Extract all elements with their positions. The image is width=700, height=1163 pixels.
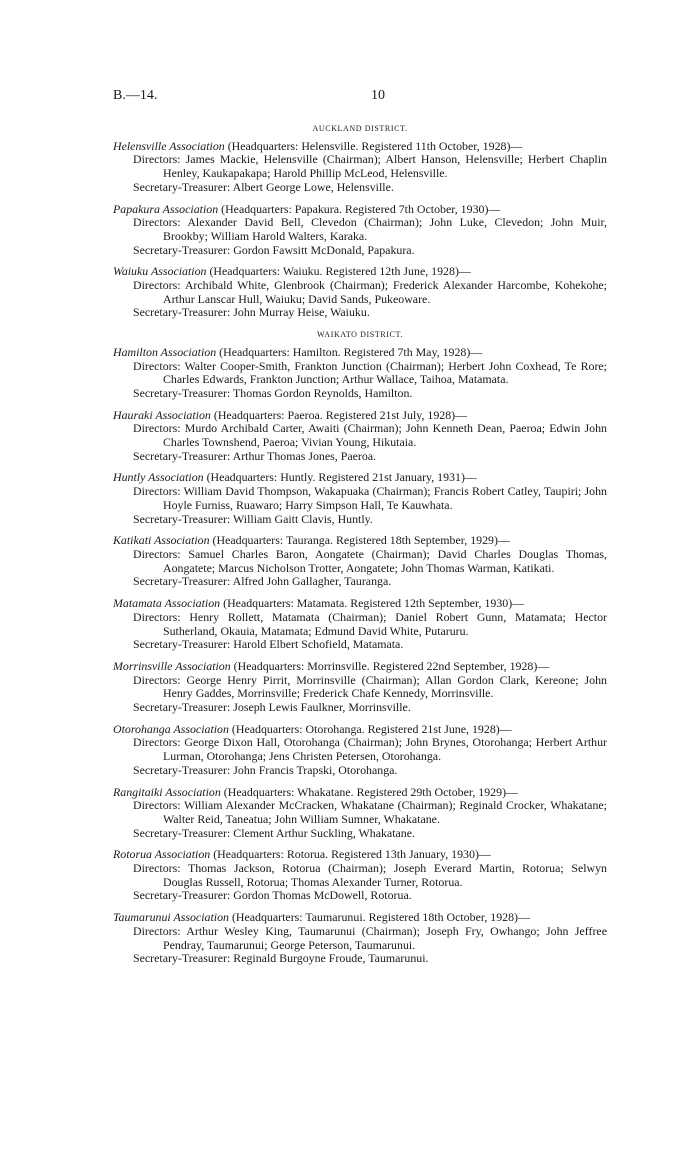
secretary-treasurer: Secretary-Treasurer: Albert George Lowe, Helensville.: [133, 179, 394, 194]
association-entry: [113, 265, 607, 320]
association-name: Rangitaiki Association: [113, 784, 221, 799]
association-entry: [113, 346, 607, 401]
association-details: (Headquarters: Otorohanga. Registered 21st June, 1928)—: [228, 721, 512, 736]
association-name: Taumarunui Association: [113, 910, 229, 925]
district-heading: WAIKATO DISTRICT.: [317, 330, 403, 340]
association-details: (Headquarters: Papakura. Registered 7th October, 1930)—: [218, 201, 501, 216]
association-details: (Headquarters: Tauranga. Registered 18th September, 1929)—: [209, 533, 510, 548]
directors-list: Directors: Archibald White, Glenbrook (Chairman); Frederick Alexander Harcombe, Kohekohe; Arthur Lanscar Hull, Waiuku; David Sands, Pukeoware.: [133, 278, 607, 306]
directors-list: Directors: George Dixon Hall, Otorohanga (Chairman); John Brynes, Otorohanga; Herbert Arthur Lurman, Otorohanga; Jens Christen Petersen, Otorohanga.: [133, 735, 607, 764]
association-entry: [113, 534, 607, 589]
directors-list: Directors: James Mackie, Helensville (Chairman); Albert Hanson, Helensville; Herbert Chaplin Henley, Kaukapakapa; Harold Phillip McLeod, Helensville.: [133, 152, 607, 181]
association-details: (Headquarters: Rotorua. Registered 13th January, 1930)—: [210, 847, 491, 862]
directors-list: Directors: Samuel Charles Baron, Aongatete (Chairman); David Charles Douglas Thomas, Aongatete; Marcus Nicholson Trotter, Aongatete; John Thomas Warman, Katikati.: [133, 546, 607, 575]
association-name: Hauraki Association: [113, 407, 211, 422]
association-entry: [113, 660, 607, 715]
association-heading: [113, 471, 607, 485]
secretary-treasurer: Secretary-Treasurer: John Murray Heise, Waiuku.: [133, 305, 370, 320]
association-heading: [113, 723, 607, 737]
association-heading: [113, 409, 607, 423]
district-heading: AUCKLAND DISTRICT.: [312, 124, 408, 133]
association-heading: [113, 140, 607, 154]
secretary-treasurer: Secretary-Treasurer: Clement Arthur Suckling, Whakatane.: [133, 825, 415, 840]
association-details: (Headquarters: Huntly. Registered 21st January, 1931)—: [203, 470, 477, 485]
secretary-treasurer: Secretary-Treasurer: Arthur Thomas Jones, Paeroa.: [133, 448, 377, 463]
association-name: Papakura Association: [113, 201, 219, 216]
association-name: Otorohanga Association: [113, 721, 229, 736]
association-entry: [113, 597, 607, 652]
secretary-treasurer: Secretary-Treasurer: Gordon Thomas McDowell, Rotorua.: [133, 888, 412, 903]
directors-list: Directors: William Alexander McCracken, Whakatane (Chairman); Reginald Crocker, Whakatane; Walter Reid, Taneatua; John William Sumner, Whakatane.: [133, 798, 607, 826]
secretary-treasurer: Secretary-Treasurer: William Gaitt Clavis, Huntly.: [133, 511, 373, 526]
association-heading: [113, 597, 607, 611]
association-entry: [113, 786, 607, 841]
document-reference: B.—14.: [113, 88, 158, 103]
association-entry: [113, 471, 607, 526]
directors-list: Directors: Murdo Archibald Carter, Awaiti (Chairman); John Kenneth Dean, Paeroa; Edwin John Charles Townshend, Paeroa; Vivian Young, Hikutaia.: [133, 421, 607, 450]
association-entry: [113, 911, 607, 966]
association-heading: [113, 534, 607, 548]
directors-list: Directors: Walter Cooper-Smith, Frankton Junction (Chairman); Herbert John Coxhead, Te Rore; Charles Edwards, Frankton Junction; Arthur Wallace, Taihoa, Matamata.: [133, 358, 607, 387]
association-details: (Headquarters: Taumarunui. Registered 18th October, 1928)—: [228, 910, 530, 925]
secretary-treasurer: Secretary-Treasurer: Reginald Burgoyne Froude, Taumarunui.: [133, 951, 429, 966]
directors-list: Directors: Henry Rollett, Matamata (Chairman); Daniel Robert Gunn, Matamata; Hector Sutherland, Okauia, Matamata; Edmund David White, Putaruru.: [133, 609, 607, 638]
association-details: (Headquarters: Morrinsville. Registered 22nd September, 1928)—: [230, 658, 550, 673]
secretary-treasurer: Secretary-Treasurer: Joseph Lewis Faulkner, Morrinsville.: [133, 700, 411, 715]
association-heading: [113, 660, 607, 674]
association-entry: [113, 723, 607, 778]
secretary-treasurer: Secretary-Treasurer: Thomas Gordon Reynolds, Hamilton.: [133, 385, 413, 400]
secretary-treasurer: Secretary-Treasurer: Gordon Fawsitt McDonald, Papakura.: [133, 242, 415, 257]
directors-list: Directors: Arthur Wesley King, Taumarunui (Chairman); Joseph Fry, Owhango; John Jeffree Pendray, Taumarunui; George Peterson, Taumarunui.: [133, 923, 607, 952]
page-header: [113, 88, 593, 108]
directors-list: Directors: Thomas Jackson, Rotorua (Chairman); Joseph Everard Martin, Rotorua; Selwyn Douglas Russell, Rotorua; Thomas Alexander Turner, Rotorua.: [133, 861, 607, 889]
association-details: (Headquarters: Hamilton. Registered 7th May, 1928)—: [216, 344, 483, 359]
page-number: 10: [371, 88, 385, 103]
association-entry: [113, 848, 607, 903]
association-entry: [113, 140, 607, 195]
association-name: Rotorua Association: [113, 847, 211, 862]
association-heading: [113, 786, 607, 800]
association-name: Huntly Association: [113, 470, 204, 485]
secretary-treasurer: Secretary-Treasurer: Harold Elbert Schofield, Matamata.: [133, 637, 404, 652]
association-heading: [113, 203, 607, 217]
association-name: Hamilton Association: [113, 344, 217, 359]
directors-list: Directors: Alexander David Bell, Clevedon (Chairman); John Luke, Clevedon; John Muir, Brookby; William Harold Walters, Karaka.: [133, 215, 607, 243]
association-details: (Headquarters: Waiuku. Registered 12th June, 1928)—: [206, 264, 471, 279]
directors-list: Directors: George Henry Pirrit, Morrinsville (Chairman); Allan Gordon Clark, Kereone; John Henry Gaddes, Morrinsville; Frederick Chafe Kennedy, Morrinsville.: [133, 672, 607, 701]
association-name: Helensville Association: [113, 138, 225, 153]
page-body: [113, 118, 607, 974]
association-heading: [113, 265, 607, 279]
association-heading: [113, 911, 607, 925]
secretary-treasurer: Secretary-Treasurer: John Francis Trapski, Otorohanga.: [133, 762, 398, 777]
association-name: Waiuku Association: [113, 264, 207, 279]
directors-list: Directors: William David Thompson, Wakapuaka (Chairman); Francis Robert Catley, Taupiri; John Hoyle Furniss, Ruawaro; Harry Simpson Hall, Te Kauwhata.: [133, 484, 607, 512]
association-entry: [113, 409, 607, 464]
association-details: (Headquarters: Matamata. Registered 12th September, 1930)—: [220, 596, 525, 611]
association-name: Katikati Association: [113, 533, 210, 548]
association-details: (Headquarters: Whakatane. Registered 29th October, 1929)—: [220, 784, 518, 799]
association-heading: [113, 848, 607, 862]
association-heading: [113, 346, 607, 360]
association-entry: [113, 203, 607, 258]
association-name: Matamata Association: [113, 596, 221, 611]
association-details: (Headquarters: Helensville. Registered 11th October, 1928)—: [224, 138, 523, 153]
association-details: (Headquarters: Paeroa. Registered 21st July, 1928)—: [210, 407, 468, 422]
association-name: Morrinsville Association: [113, 658, 231, 673]
secretary-treasurer: Secretary-Treasurer: Alfred John Gallagher, Tauranga.: [133, 574, 392, 589]
